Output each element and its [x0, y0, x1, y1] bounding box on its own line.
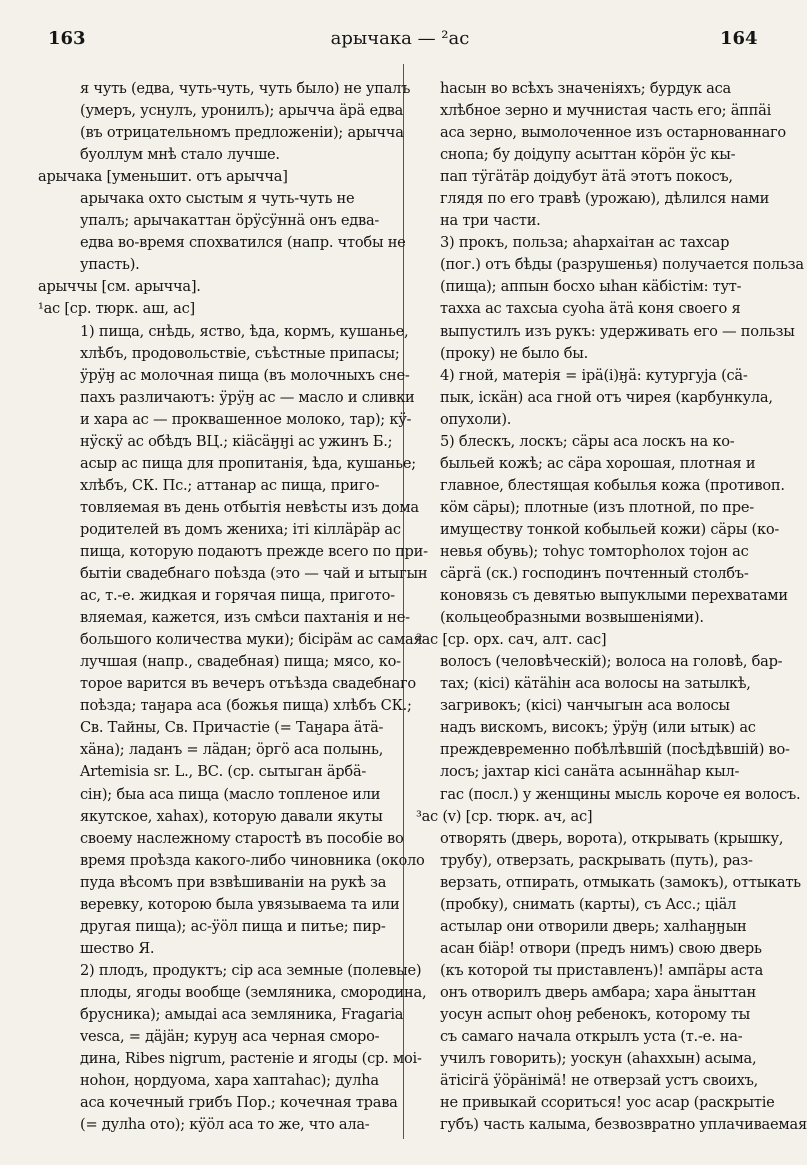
text-line: невья обувь); тоһус томторһолох тојон ас [440, 542, 749, 560]
text-line: быльей кожѣ; ас сäра хорошая, плотная и [440, 454, 756, 472]
text-line: (кольцеобразными возвышеніями). [440, 609, 704, 627]
text-line: Св. Тайны, Св. Причастіе (= Таӈара äтä- [80, 719, 384, 737]
text-line: (пробку), снимать (карты), съ Acc.; ціäл [440, 895, 737, 913]
text-line: другая пища); ас-ӱӧл пища и питье; пир- [80, 917, 386, 935]
text-line: (пища); аппын босхо ыһан кäбістім: тут- [440, 278, 742, 296]
text-line: ӱрӱӈ ас молочная пища (въ молочныхъ сне- [80, 366, 410, 384]
text-line: (къ которой ты приставленъ)! ампäры аста [440, 961, 764, 979]
entry-headword-line: ²ас [ср. орх. сач, алт. сас] [416, 631, 607, 649]
text-line: торое варится въ вечеръ отъѣзда свадебнаго [80, 675, 416, 693]
text-line: упасть). [80, 256, 140, 274]
text-line: верзать, отпирать, отмыкать (замокъ), оттыкать [440, 873, 801, 891]
page-number-right: 164 [720, 28, 758, 49]
text-line: (въ отрицательномъ предложеніи); арычча [80, 124, 404, 142]
text-line: пища, которую подаютъ прежде всего по при- [80, 542, 428, 560]
text-line: 1) пища, снѣдь, яство, ѣда, кормъ, кушанье, [80, 322, 409, 340]
text-line: преждевременно побѣлѣвшій (посѣдѣвшій) во- [440, 741, 790, 759]
text-line: хлѣбное зерно и мучнистая часть его; äппäі [440, 102, 771, 120]
text-line: 3) прокъ, польза; аһархаітан ас тахсар [440, 234, 730, 252]
text-line: товляемая въ день отбытія невѣсты изъ дома [80, 498, 419, 516]
text-line: училъ говорить); уоскун (аһаххын) асыма, [440, 1050, 757, 1068]
text-line: асыр ас пища для пропитанія, ѣда, кушанье; [80, 454, 416, 472]
text-line: (= дулһа ото); кӱӧл аса то же, что ала- [80, 1116, 370, 1134]
text-line: уосун аспыт оһоӈ ребенокъ, которому ты [440, 1005, 751, 1023]
text-line: снопа; бу доідупу асыттан кӧрӧн ӱс кы- [440, 146, 736, 164]
text-line: онъ отворилъ дверь амбара; хара äныттан [440, 983, 756, 1001]
left-column [38, 78, 428, 1136]
entry-headword-line: арыччы [см. арычча]. [38, 278, 201, 296]
text-line: дина, Ribes nigrum, растеніе и ягоды (ср. моі- [80, 1050, 422, 1068]
text-line: хäна); ладанъ = лäдан; ӧргӧ аса полынь, [80, 741, 384, 759]
text-line: һасын во всѣхъ значеніяхъ; бурдук аса [440, 80, 731, 97]
text-line: съ самаго начала открылъ уста (т.-е. на- [440, 1028, 743, 1046]
text-line: аса зерно, вымолоченное изъ остарнованнаго [440, 124, 786, 142]
text-line: загривокъ; (кісі) чанчыгын аса волосы [440, 697, 730, 715]
text-line: Artemisia sr. L., ВС. (ср. сытыган äрбä- [80, 763, 367, 781]
entry-headword-line: арычака [уменьшит. отъ арычча] [38, 168, 288, 186]
text-line: губъ) часть калыма, безвозвратно уплачиваемая [440, 1116, 807, 1134]
text-line: 4) гной, матерія = ірä(і)ӈä: кутургуја (сä- [440, 366, 748, 384]
text-line: вляемая, кажется, изъ смѣси пахтанія и не- [80, 609, 410, 627]
text-line: веревку, которою была увязываема та или [80, 895, 400, 913]
text-line: якутское, хаһах), которую давали якуты [80, 807, 383, 825]
text-line: астылар они отворили дверь; халһаӈӈын [440, 917, 747, 935]
text-line: я чуть (едва, чуть-чуть, чуть было) не упалъ [80, 80, 411, 97]
text-line: имуществу тонкой кобыльей кожи) сäры (ко- [440, 520, 780, 538]
text-line: ноһон, ңордуома, хара хаптаһас); дулһа [80, 1072, 379, 1090]
text-line: шество Я. [80, 939, 155, 957]
text-line: лучшая (напр., свадебная) пища; мясо, ко- [80, 653, 401, 671]
text-line: брусника); амыдаі аса земляника, Fragaria [80, 1005, 404, 1023]
text-line: выпустилъ изъ рукъ: удерживать его — пользы [440, 322, 795, 340]
text-line: надъ вискомъ, високъ; ӱрӱӈ (или ытык) ас [440, 719, 756, 737]
page-number-left: 163 [48, 28, 86, 49]
text-line: поѣзда; таӈара аса (божья пища) хлѣбъ СК.; [80, 697, 412, 715]
text-line: не привыкай ссориться! уос асар (раскрытіе [440, 1094, 775, 1112]
text-line: хлѣбъ, СК. Пс.; аттанар ас пища, приго- [80, 476, 380, 494]
text-line: пуда вѣсомъ при взвѣшиваніи на рукѣ за [80, 873, 387, 891]
text-line: ас, т.-е. жидкая и горячая пища, пригото- [80, 587, 395, 605]
text-line: äтісігä ӱӧрäнімä! не отверзай устъ своихъ, [440, 1072, 759, 1090]
text-line: большого количества муки); бісірäм ас самая [80, 631, 423, 649]
text-line: (пог.) отъ бѣды (разрушенья) получается польза [440, 256, 804, 274]
text-line: (умеръ, уснулъ, уронилъ); арычча ӓрӓ едва [80, 102, 404, 120]
text-line: аса кочечный грибъ Пор.; кочечная трава [80, 1094, 398, 1112]
text-line: плоды, ягоды вообще (земляника, смородина, [80, 983, 427, 1001]
text-line: опухоли). [440, 410, 512, 428]
text-line: и хара ас — проквашенное молоко, тар); кӱ- [80, 410, 412, 428]
page-header [0, 28, 800, 58]
text-line: буоллум мнѣ стало лучше. [80, 146, 280, 164]
text-line: родителей въ домъ жениха; іті кіллäрäр ас [80, 520, 401, 538]
text-line: тах; (кісі) кäтäһін аса волосы на затылкѣ, [440, 675, 751, 693]
text-line: лосъ; јахтар кісі санäта асыннäһар кыл- [440, 763, 740, 781]
text-line: арычака охто сыстым я чуть-чуть не [80, 190, 355, 208]
entry-headword-line: ¹ас [ср. тюрк. аш, ас] [38, 300, 195, 318]
text-line: vesca, = дäјäн; куруӈ аса черная сморо- [80, 1028, 380, 1046]
text-line: пык, іскäн) аса гной отъ чирея (карбункула, [440, 388, 773, 406]
text-line: (проку) не было бы. [440, 344, 588, 362]
running-title: арычака — ²ас [330, 28, 470, 49]
text-line: пахъ различаютъ: ӱрӱӈ ас — масло и сливки [80, 388, 415, 406]
entry-headword-line: ³ас (v) [ср. тюрк. ач, ас] [416, 807, 593, 825]
text-line: главное, блестящая кобылья кожа (противоп. [440, 476, 785, 494]
text-line: отворять (дверь, ворота), открывать (крышку, [440, 829, 784, 847]
right-column [416, 78, 807, 1136]
text-line: на три части. [440, 212, 541, 230]
text-line: волосъ (человѣческій); волоса на головѣ, бар- [440, 653, 783, 671]
text-line: едва во-время спохватился (напр. чтобы не [80, 234, 406, 252]
text-line: бытіи свадебнаго поѣзда (это — чай и ытыгын [80, 565, 428, 583]
text-line: гас (посл.) у женщины мысль короче ея волосъ. [440, 785, 801, 803]
text-line: 5) блескъ, лоскъ; сäры аса лоскъ на ко- [440, 432, 735, 450]
text-line: хлѣбъ, продовольствіе, съѣстные припасы; [80, 344, 400, 362]
text-line: время проѣзда какого-либо чиновника (около [80, 851, 425, 869]
text-line: нӱскӱ ас обѣдъ ВЦ.; кіäсäӈӈі ас ужинъ Б.; [80, 432, 393, 450]
text-line: 2) плодъ, продуктъ; сір аса земные (полевые) [80, 961, 422, 979]
text-line: кӧм сäры); плотные (изъ плотной, по пре- [440, 498, 754, 516]
text-line: упалъ; арычакаттан ӧрӱсӱннӓ онъ едва- [80, 212, 380, 230]
text-line: сäргä (ск.) господинъ почтенный столбъ- [440, 565, 749, 583]
text-line: своему наслежному старостѣ въ пособіе во [80, 829, 404, 847]
text-line: пап тӱгäтäр доідубут äтä этотъ покосъ, [440, 168, 733, 186]
text-line: глядя по его травѣ (урожаю), дѣлился нами [440, 190, 770, 208]
text-line: асан біäр! отвори (предъ нимъ) свою дверь [440, 939, 762, 957]
text-line: трубу), отверзать, раскрывать (путь), раз- [440, 851, 753, 869]
text-line: сін); быа аса пища (масло топленое или [80, 785, 381, 803]
text-line: тахха ас тахсыа суоһа äтä коня своего я [440, 300, 741, 318]
text-line: коновязь съ девятью выпуклыми перехватами [440, 587, 788, 605]
